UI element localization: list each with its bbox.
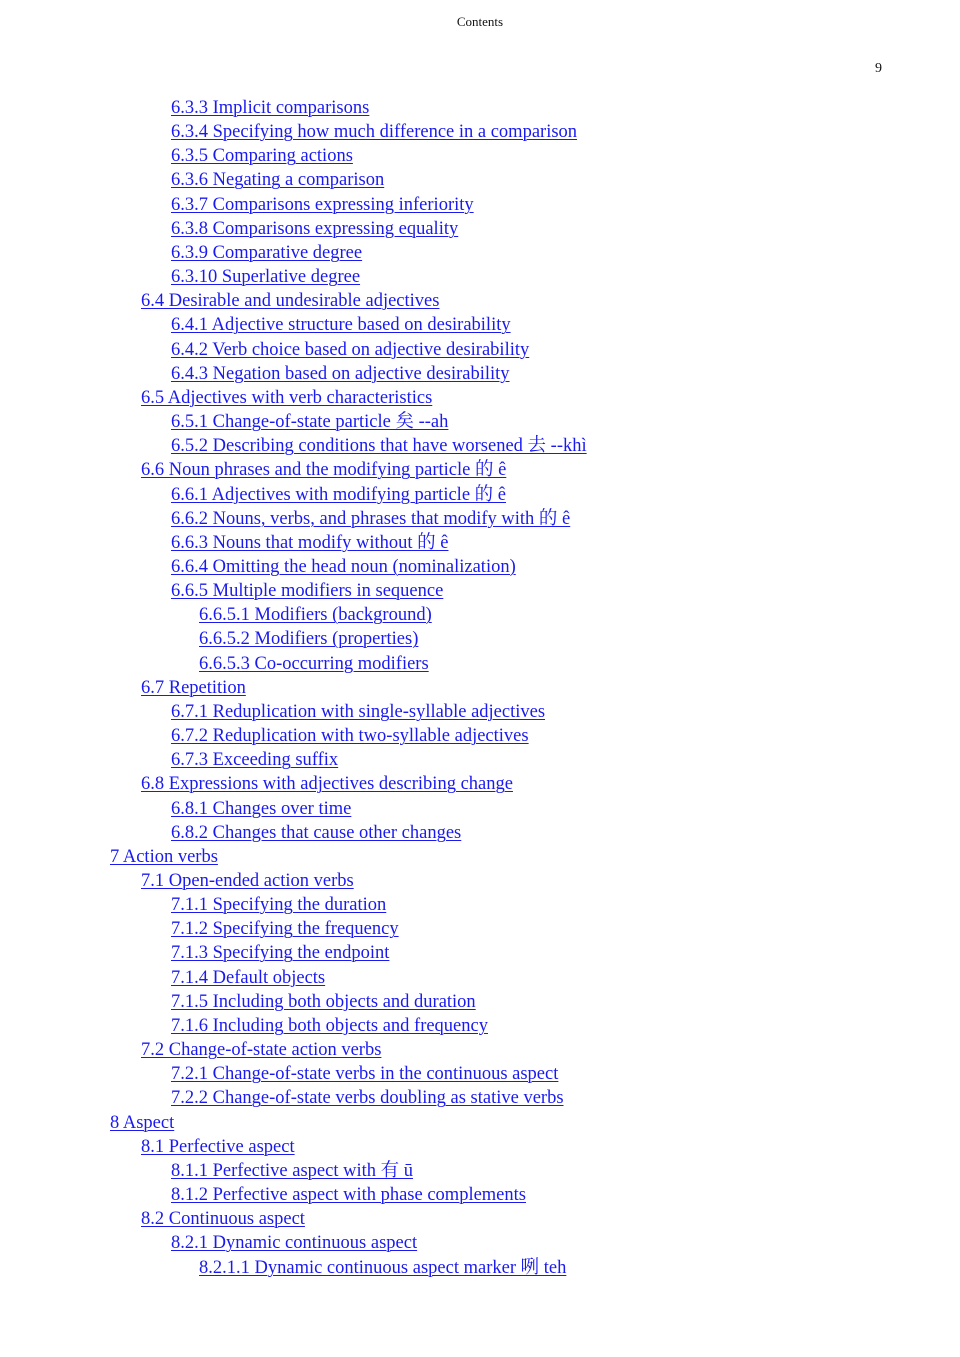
toc-entry — [0, 217, 960, 241]
toc-link[interactable]: 6.3.10 Superlative degree — [171, 267, 361, 288]
toc-entry — [0, 313, 960, 337]
toc-entry — [0, 386, 960, 410]
toc-link[interactable]: 6.3.7 Comparisons expressing inferiority — [171, 194, 474, 215]
toc-entry — [0, 1159, 960, 1183]
toc-entry — [0, 603, 960, 627]
toc-entry — [0, 144, 960, 168]
page-number: 9 — [875, 61, 882, 76]
toc-entry — [0, 120, 960, 144]
toc-link[interactable]: 6.3.5 Comparing actions — [171, 146, 353, 167]
toc-link[interactable]: 6.6.3 Nouns that modify without 的 ê — [171, 532, 449, 553]
toc-entry — [0, 410, 960, 434]
toc-entry — [0, 917, 960, 941]
toc-entry — [0, 700, 960, 724]
toc-link[interactable]: 6.4 Desirable and undesirable adjectives — [141, 291, 440, 312]
toc-link[interactable]: 7 Action verbs — [110, 846, 218, 867]
toc-entry — [0, 1207, 960, 1231]
toc-entry — [0, 555, 960, 579]
toc-entry — [0, 507, 960, 531]
toc-entry — [0, 1183, 960, 1207]
toc-link[interactable]: 6.6.5.1 Modifiers (background) — [199, 605, 432, 626]
toc-link[interactable]: 7.2 Change-of-state action verbs — [141, 1040, 382, 1061]
toc-entry — [0, 821, 960, 845]
toc-link[interactable]: 7.1.1 Specifying the duration — [171, 895, 387, 916]
toc-link[interactable]: 6.4.2 Verb choice based on adjective desirability — [171, 339, 530, 360]
toc-link[interactable]: 8.1 Perfective aspect — [141, 1136, 295, 1157]
toc-entry — [0, 652, 960, 676]
toc-link[interactable]: 6.4.1 Adjective structure based on desirability — [171, 315, 511, 336]
toc-link[interactable]: 8 Aspect — [110, 1112, 175, 1133]
toc-entry — [0, 434, 960, 458]
toc-entry — [0, 869, 960, 893]
toc-link[interactable]: 6.6.4 Omitting the head noun (nominalization) — [171, 556, 516, 577]
toc-entry — [0, 772, 960, 796]
toc-link[interactable]: 6.7.2 Reduplication with two-syllable adjectives — [171, 726, 529, 747]
toc-entry — [0, 748, 960, 772]
toc-link[interactable]: 6.6.5 Multiple modifiers in sequence — [171, 581, 444, 602]
toc-entry — [0, 193, 960, 217]
toc-entry — [0, 531, 960, 555]
toc-entry — [0, 1231, 960, 1255]
toc-entry — [0, 579, 960, 603]
table-of-contents — [0, 96, 960, 1280]
running-header: Contents — [456, 14, 504, 29]
toc-link[interactable]: 6.6.1 Adjectives with modifying particle 的 ê — [171, 484, 506, 505]
toc-link[interactable]: 6.7 Repetition — [141, 677, 246, 698]
toc-entry — [0, 966, 960, 990]
toc-entry — [0, 483, 960, 507]
toc-link[interactable]: 6.8.1 Changes over time — [171, 798, 352, 819]
toc-entry — [0, 797, 960, 821]
toc-link[interactable]: 7.1.4 Default objects — [171, 967, 326, 988]
toc-link[interactable]: 7.2.2 Change-of-state verbs doubling as stative verbs — [171, 1088, 564, 1109]
toc-entry — [0, 1014, 960, 1038]
toc-entry — [0, 241, 960, 265]
toc-link[interactable]: 7.1 Open-ended action verbs — [141, 871, 354, 891]
toc-entry — [0, 941, 960, 965]
toc-link[interactable]: 6.6.2 Nouns, verbs, and phrases that modify with 的 ê — [171, 508, 571, 529]
toc-entry — [0, 1038, 960, 1062]
toc-link[interactable]: 6.3.4 Specifying how much difference in a comparison — [171, 122, 578, 143]
toc-entry — [0, 627, 960, 651]
toc-link[interactable]: 8.2.1 Dynamic continuous aspect — [171, 1233, 418, 1254]
toc-entry — [0, 338, 960, 362]
toc-link[interactable]: 6.8.2 Changes that cause other changes — [171, 822, 462, 843]
toc-link[interactable]: 6.8 Expressions with adjectives describing change — [141, 774, 513, 795]
toc-entry — [0, 96, 960, 120]
toc-entry — [0, 289, 960, 313]
toc-link[interactable]: 7.1.2 Specifying the frequency — [171, 919, 399, 940]
toc-entry — [0, 362, 960, 386]
toc-link[interactable]: 6.3.3 Implicit comparisons — [171, 98, 370, 118]
toc-entry — [0, 458, 960, 482]
toc-entry — [0, 845, 960, 869]
toc-link[interactable]: 6.5.2 Describing conditions that have worsened 去 --khì — [171, 436, 587, 457]
toc-entry — [0, 1062, 960, 1086]
toc-entry — [0, 724, 960, 748]
toc-link[interactable]: 8.2.1.1 Dynamic continuous aspect marker 咧 teh — [199, 1257, 567, 1278]
toc-link[interactable]: 6.3.6 Negating a comparison — [171, 170, 385, 191]
toc-entry — [0, 893, 960, 917]
toc-link[interactable]: 6.6.5.3 Co-occurring modifiers — [199, 653, 429, 674]
toc-entry — [0, 1256, 960, 1280]
toc-link[interactable]: 7.2.1 Change-of-state verbs in the continuous aspect — [171, 1064, 559, 1085]
toc-link[interactable]: 6.7.3 Exceeding suffix — [171, 750, 339, 771]
toc-link[interactable]: 6.7.1 Reduplication with single-syllable adjectives — [171, 701, 546, 722]
toc-link[interactable]: 6.5.1 Change-of-state particle 矣 --ah — [171, 412, 449, 433]
toc-link[interactable]: 6.6.5.2 Modifiers (properties) — [199, 629, 419, 650]
toc-link[interactable]: 8.2 Continuous aspect — [141, 1209, 305, 1230]
toc-entry — [0, 265, 960, 289]
toc-link[interactable]: 6.4.3 Negation based on adjective desirability — [171, 363, 510, 384]
toc-link[interactable]: 7.1.6 Including both objects and frequency — [171, 1015, 488, 1036]
toc-entry — [0, 1086, 960, 1110]
toc-entry — [0, 1135, 960, 1159]
toc-link[interactable]: 6.3.9 Comparative degree — [171, 242, 363, 263]
toc-entry — [0, 168, 960, 192]
toc-link[interactable]: 7.1.5 Including both objects and duration — [171, 991, 476, 1012]
toc-link[interactable]: 6.3.8 Comparisons expressing equality — [171, 218, 459, 239]
toc-entry — [0, 676, 960, 700]
toc-link[interactable]: 8.1.2 Perfective aspect with phase complements — [171, 1185, 526, 1206]
toc-link[interactable]: 7.1.3 Specifying the endpoint — [171, 943, 390, 964]
toc-entry — [0, 1111, 960, 1135]
toc-link[interactable]: 8.1.1 Perfective aspect with 有 ū — [171, 1160, 413, 1181]
toc-entry — [0, 990, 960, 1014]
toc-link[interactable]: 6.5 Adjectives with verb characteristics — [141, 387, 433, 408]
toc-link[interactable]: 6.6 Noun phrases and the modifying particle 的 ê — [141, 460, 507, 481]
